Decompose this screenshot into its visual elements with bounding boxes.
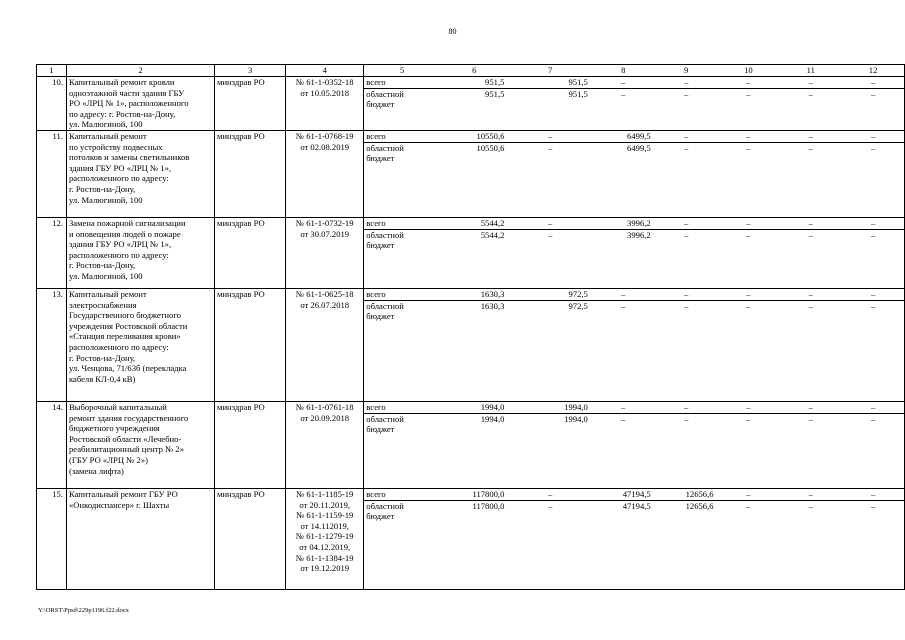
funding-value: –	[592, 77, 655, 88]
funding-value: –	[779, 77, 842, 88]
funding-value: –	[683, 142, 689, 153]
funding-value: –	[683, 88, 689, 99]
funding-subgrid	[364, 217, 905, 288]
expertise-doc-line: № 61-1-0352-18	[295, 77, 354, 87]
funding-value: –	[621, 413, 626, 424]
object-name-line: одноэтажной части здания ГБУ	[68, 87, 185, 98]
funding-value: –	[718, 402, 780, 413]
funding-source-regional	[364, 229, 440, 288]
funding-value: –	[547, 500, 553, 511]
funding-value: –	[718, 218, 780, 229]
header-cell: 1	[37, 65, 67, 77]
funding-value: –	[779, 289, 842, 300]
funding-source-regional	[364, 88, 440, 129]
object-name-line: Капитальный ремонт ГБУ РО	[68, 488, 178, 499]
funding-regional-row	[364, 142, 904, 217]
funding-value: 972,5	[568, 300, 588, 311]
funding-value: –	[808, 229, 813, 240]
expertise-doc-line: № 61-1-0625-18	[295, 288, 354, 299]
funding-value: –	[718, 131, 780, 142]
object-name-line: «Станция переливания крови»	[68, 331, 181, 342]
funding-value: –	[683, 413, 689, 424]
object-name-line: Замена пожарной сигнализации	[68, 217, 186, 228]
object-name-line: реабилитационный центр № 2»	[68, 444, 185, 455]
funding-total-row	[364, 77, 904, 88]
expertise-doc-line: № 61-1-1279-19	[295, 531, 354, 542]
funding-value: –	[683, 229, 689, 240]
header-cell: 7	[547, 65, 553, 75]
header-cell: 5	[400, 65, 405, 75]
funding-value: 3996,2	[627, 229, 651, 240]
funding-value: –	[655, 289, 718, 300]
object-name-line: Капитальный ремонт	[68, 130, 147, 141]
funding-value: –	[842, 289, 904, 300]
funding-source-total: всего	[364, 218, 440, 229]
funding-value: –	[592, 289, 655, 300]
funding-value: –	[508, 218, 591, 229]
funding-value: 1630,3	[480, 300, 505, 311]
funding-regional-row	[364, 88, 904, 129]
funding-subgrid	[364, 401, 905, 488]
funding-value: 117800,0	[472, 500, 505, 511]
object-name-cell	[66, 401, 214, 488]
table-row	[37, 217, 905, 288]
object-name-line: РО «ЛРЦ № 1», расположенного	[68, 98, 189, 109]
funding-source-line: областной	[366, 500, 404, 511]
object-name-line: потолков и замены светильников	[68, 152, 190, 163]
table-row	[37, 288, 905, 401]
executor-cell: минздрав РО	[215, 288, 286, 401]
object-name-line: Капитальный ремонт	[68, 288, 147, 299]
funding-value: 6499,5	[592, 131, 655, 142]
funding-source-total: всего	[364, 289, 440, 300]
expertise-doc-line: от 20.09.2018	[300, 412, 350, 423]
object-name-line: учреждения Ростовской области	[68, 320, 188, 331]
object-name-line: здания ГБУ РО «ЛРЦ № 1»,	[68, 162, 172, 173]
file-path-footer: Y:\ORST\Ppsd\229p1196.f22.docx	[38, 607, 129, 614]
funding-value: –	[842, 489, 904, 500]
object-name-cell	[66, 77, 214, 131]
header-cell: 6	[472, 65, 477, 75]
funding-value: –	[808, 413, 813, 424]
expertise-doc-line: № 61-1-0761-18	[295, 401, 354, 412]
funding-source-line: областной	[366, 142, 404, 153]
object-name-line: здания ГБУ РО «ЛРЦ № 1»,	[68, 239, 172, 250]
funding-value: 951,5	[568, 88, 588, 99]
funding-value: 5544,2	[480, 229, 505, 240]
object-name-line: ремонт здания государственного	[68, 412, 189, 423]
object-name-line: ул. Малюгиной, 100	[68, 119, 143, 130]
funding-value: –	[779, 218, 842, 229]
object-name-line: «Онкодиспансер» г. Шахты	[68, 499, 170, 510]
funding-value: –	[746, 500, 751, 511]
funding-value: –	[547, 142, 553, 153]
object-name-line: расположенного по адресу:	[68, 249, 169, 260]
object-name-line: г. Ростов-на-Дону,	[68, 183, 136, 194]
funding-source-regional	[364, 413, 440, 488]
row-number: 12.	[37, 217, 67, 288]
object-name-line: (ГБУ РО «ЛРЦ № 2»)	[68, 454, 148, 465]
funding-value: –	[870, 413, 876, 424]
funding-value: –	[842, 402, 904, 413]
funding-source-line: бюджет	[366, 511, 395, 522]
page-number: 80	[448, 27, 457, 36]
funding-value: –	[508, 489, 591, 500]
funding-source-line: бюджет	[366, 99, 395, 110]
funding-total-row	[364, 402, 904, 413]
expertise-doc-line: № 61-1-0768-19	[295, 130, 354, 141]
funding-value: –	[746, 142, 751, 153]
object-name-line: Государственного бюджетного	[68, 310, 181, 321]
row-number: 13.	[37, 288, 67, 401]
object-name-cell	[66, 217, 214, 288]
object-name-cell	[66, 488, 214, 589]
expertise-doc-line: № 61-1-1185-19	[296, 488, 354, 499]
funding-value: 10550,6	[440, 131, 508, 142]
funding-value: –	[808, 300, 813, 311]
funding-value: –	[547, 229, 553, 240]
funding-value: –	[870, 300, 876, 311]
funding-value: 12656,6	[655, 489, 718, 500]
expertise-doc-line: от 30.07.2019	[300, 228, 350, 239]
funding-value: 3996,2	[592, 218, 655, 229]
expertise-doc-cell	[286, 288, 364, 401]
funding-total-row	[364, 289, 904, 300]
header-cell: 8	[621, 65, 626, 75]
header-cell: 4	[286, 65, 364, 77]
funding-value: –	[718, 77, 780, 88]
funding-source-line: бюджет	[366, 153, 395, 164]
funding-value: –	[746, 413, 751, 424]
funding-value: 117800,0	[440, 489, 508, 500]
header-cell: 12	[868, 65, 878, 75]
table-row	[37, 77, 905, 131]
funding-source-regional	[364, 500, 440, 589]
expertise-doc-line: от 04.12.2019,	[299, 541, 351, 552]
funding-value: –	[779, 402, 842, 413]
table-row	[37, 401, 905, 488]
funding-source-line: бюджет	[366, 424, 395, 435]
program-table	[36, 64, 905, 590]
funding-source-total: всего	[364, 131, 440, 142]
object-name-line: Капитальный ремонт кровли	[68, 77, 175, 87]
executor-cell: минздрав РО	[215, 217, 286, 288]
funding-subgrid	[364, 130, 905, 217]
row-number: 10.	[37, 77, 67, 131]
funding-value: 972,5	[508, 289, 591, 300]
funding-source-line: бюджет	[366, 240, 395, 251]
header-subgrid	[364, 65, 905, 77]
funding-source-line: областной	[366, 88, 404, 99]
expertise-doc-line: от 14.112019,	[300, 520, 349, 531]
funding-subgrid	[364, 488, 905, 589]
funding-value: 1994,0	[508, 402, 591, 413]
funding-total-row	[364, 131, 904, 142]
funding-value: –	[870, 88, 876, 99]
object-name-line: ул. Ченцова, 71/63б (перекладка	[68, 363, 187, 374]
funding-value: –	[779, 489, 842, 500]
funding-value: –	[870, 500, 876, 511]
funding-value: –	[808, 142, 813, 153]
funding-value: 1994,0	[564, 413, 588, 424]
funding-source-line: бюджет	[366, 311, 395, 322]
expertise-doc-cell	[286, 130, 364, 217]
funding-value: –	[683, 300, 689, 311]
object-name-line: электроснабжения	[68, 299, 137, 310]
object-name-line: расположенного по адресу:	[68, 341, 169, 352]
funding-value: –	[718, 489, 780, 500]
object-name-line: Выборочный капитальный	[68, 401, 167, 412]
funding-value: –	[746, 300, 751, 311]
expertise-doc-line: № 61-1-0732-19	[295, 217, 354, 228]
object-name-cell	[66, 130, 214, 217]
funding-subgrid	[364, 288, 905, 401]
object-name-line: по адресу: г. Ростов-на-Дону,	[68, 108, 176, 119]
funding-value: –	[621, 300, 626, 311]
funding-value: –	[718, 289, 780, 300]
funding-regional-row	[364, 413, 904, 488]
executor-cell: минздрав РО	[215, 488, 286, 589]
funding-value: 6499,5	[627, 142, 651, 153]
table-row	[37, 488, 905, 589]
header-row	[37, 65, 905, 77]
expertise-doc-line: № 61-1-1159-19	[296, 510, 354, 521]
executor-cell: минздрав РО	[215, 130, 286, 217]
object-name-line: (замена лифта)	[68, 465, 124, 476]
expertise-doc-line: № 61-1-1384-19	[295, 552, 354, 563]
funding-value: 1630,3	[440, 289, 508, 300]
object-name-line: по устройству подвесных	[68, 141, 163, 152]
expertise-doc-line: от 10.05.2018	[300, 87, 350, 98]
expertise-doc-line: от 19.12.2019	[300, 563, 350, 574]
funding-total-row	[364, 489, 904, 500]
funding-value: –	[655, 402, 718, 413]
funding-subgrid	[364, 77, 905, 131]
funding-value: 1994,0	[480, 413, 505, 424]
funding-regional-row	[364, 229, 904, 288]
funding-value: 951,5	[485, 88, 505, 99]
header-cell: 3	[215, 65, 286, 77]
funding-value: –	[870, 142, 876, 153]
object-name-line: ул. Малюгиной, 100	[68, 270, 143, 281]
funding-value: –	[655, 131, 718, 142]
executor-cell: минздрав РО	[215, 401, 286, 488]
row-number: 15.	[37, 488, 67, 589]
funding-value: –	[746, 88, 751, 99]
expertise-doc-line: от 20.11.2019,	[299, 499, 351, 510]
funding-source-line: областной	[366, 413, 404, 424]
object-name-line: бюджетного учреждения	[68, 423, 160, 434]
funding-value: –	[508, 131, 591, 142]
expertise-doc-cell	[286, 217, 364, 288]
funding-value: 10550,6	[476, 142, 505, 153]
funding-source-total: всего	[364, 77, 440, 88]
funding-value: 1994,0	[440, 402, 508, 413]
object-name-line: ул. Малюгиной, 100	[68, 194, 143, 205]
expertise-doc-cell	[286, 77, 364, 131]
expertise-doc-line: от 26.07.2018	[300, 299, 350, 310]
header-cell: 10	[744, 65, 753, 75]
funding-value: –	[808, 88, 813, 99]
object-name-line: и оповещения людей о пожаре	[68, 228, 181, 239]
funding-value: 951,5	[440, 77, 508, 88]
object-name-line: расположенного по адресу:	[68, 173, 169, 184]
funding-source-regional	[364, 142, 440, 217]
table-row	[37, 130, 905, 217]
funding-value: –	[779, 131, 842, 142]
header-cell: 9	[683, 65, 689, 75]
funding-source-regional	[364, 300, 440, 401]
executor-cell: минздрав РО	[215, 77, 286, 131]
funding-regional-row	[364, 500, 904, 589]
funding-value: –	[870, 229, 876, 240]
funding-total-row	[364, 218, 904, 229]
expertise-doc-cell	[286, 488, 364, 589]
object-name-cell	[66, 288, 214, 401]
funding-source-total: всего	[364, 402, 440, 413]
funding-value: –	[842, 131, 904, 142]
funding-regional-row	[364, 300, 904, 401]
funding-value: –	[592, 402, 655, 413]
object-name-line: Ростовской области «Лечебно-	[68, 433, 182, 444]
funding-source-line: областной	[366, 300, 404, 311]
funding-value: –	[746, 229, 751, 240]
funding-value: –	[842, 77, 904, 88]
header-cell: 11	[806, 65, 815, 75]
funding-value: –	[842, 218, 904, 229]
expertise-doc-cell	[286, 401, 364, 488]
funding-source-line: областной	[366, 229, 404, 240]
funding-value: 47194,5	[592, 489, 655, 500]
funding-source-total: всего	[364, 489, 440, 500]
row-number: 11.	[37, 130, 67, 217]
object-name-line: г. Ростов-на-Дону,	[68, 260, 136, 271]
funding-value: 12656,6	[685, 500, 714, 511]
funding-value: –	[655, 77, 718, 88]
object-name-line: кабеля КЛ-0,4 кВ)	[68, 373, 136, 384]
funding-value: –	[621, 88, 626, 99]
object-name-line: г. Ростов-на-Дону,	[68, 352, 136, 363]
row-number: 14.	[37, 401, 67, 488]
funding-value: 951,5	[508, 77, 591, 88]
header-cell: 2	[66, 65, 214, 77]
expertise-doc-line: от 02.08.2019	[300, 141, 350, 152]
funding-value: –	[808, 500, 813, 511]
funding-value: –	[655, 218, 718, 229]
funding-value: 5544,2	[440, 218, 508, 229]
funding-value: 47194,5	[622, 500, 651, 511]
